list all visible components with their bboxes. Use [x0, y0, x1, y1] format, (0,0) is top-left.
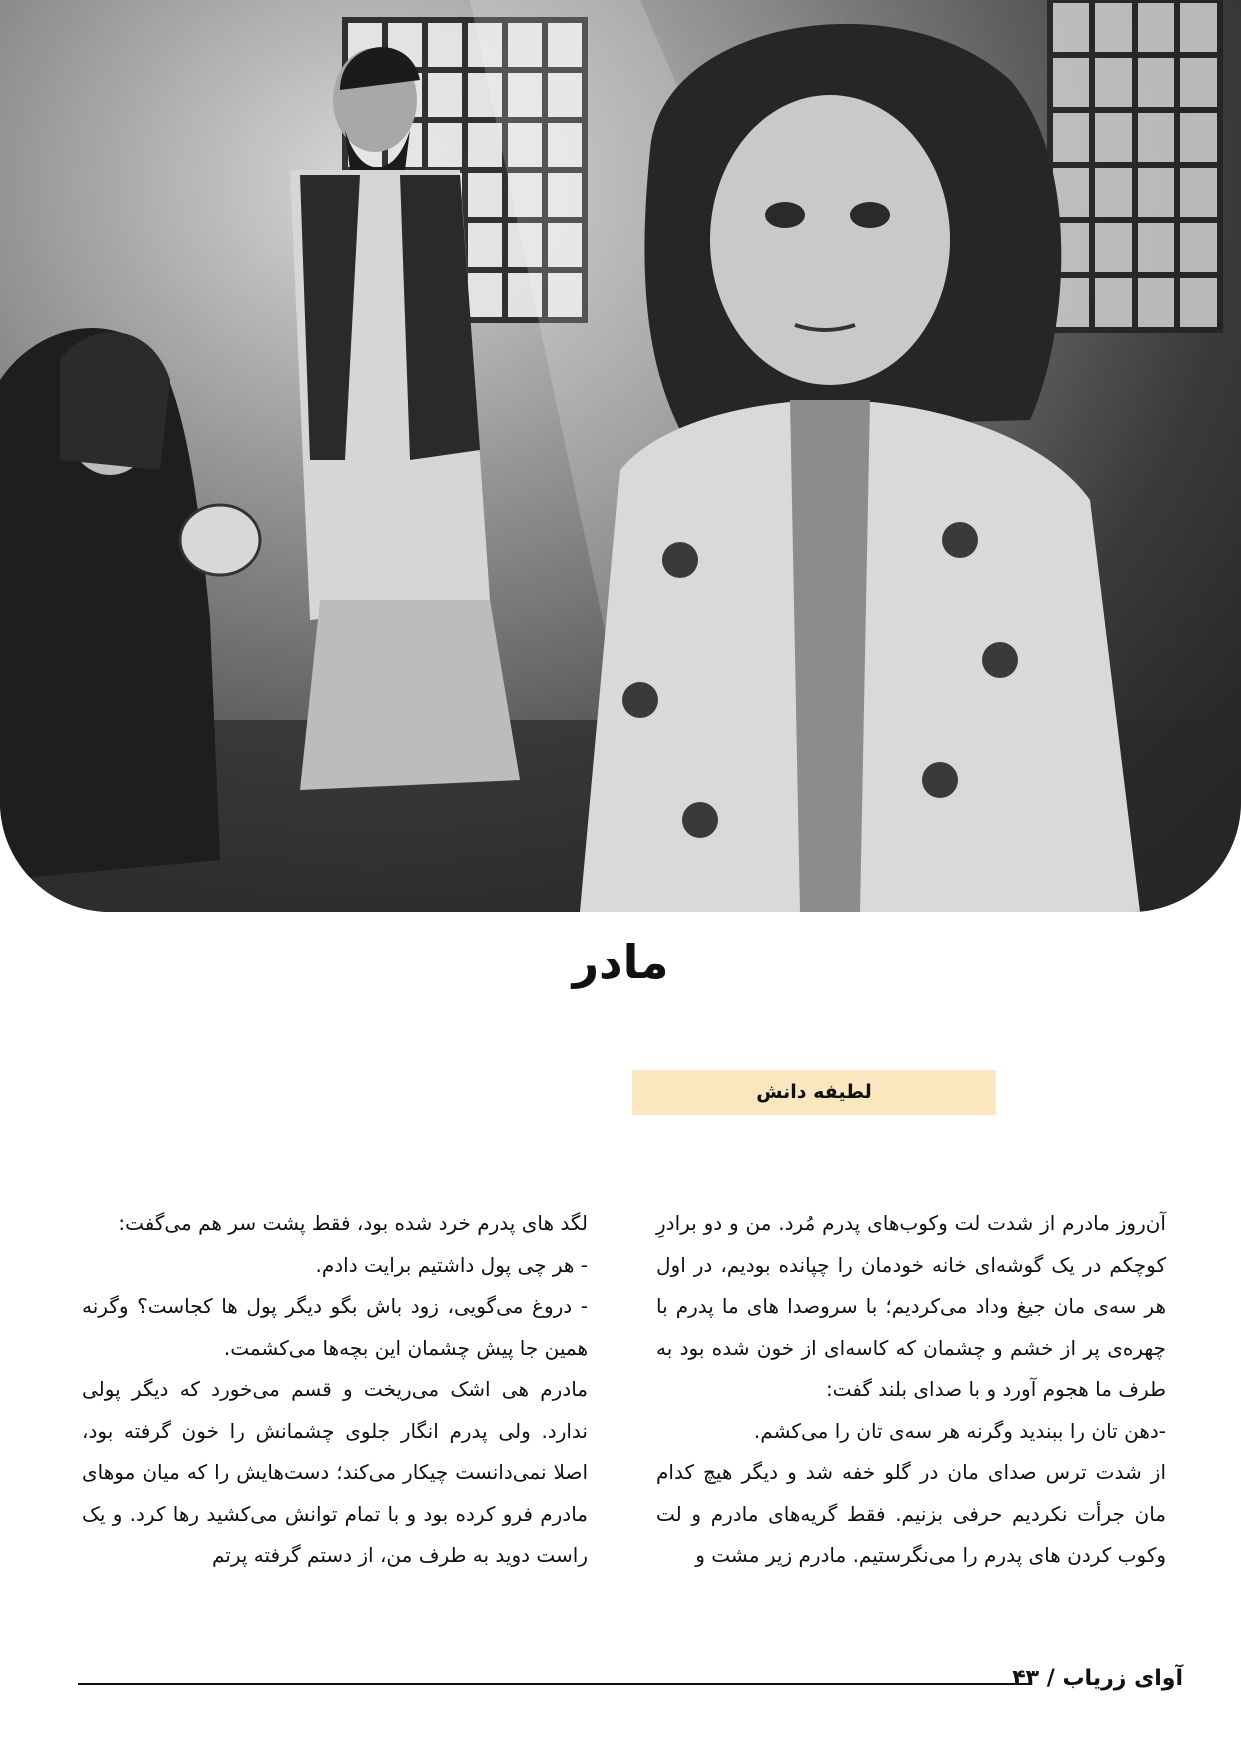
paragraph: آن‌روز مادرم از شدت لت وکوب‌های پدرم مُرد. من و دو برادرِ کوچکم در یک گوشه‌ای خانه خودمان را چپانده بودیم، در اول هر سه‌ی مان جیغ وداد می‌کردیم؛ با سروصدا های ما پدرم با چهره‌ی پر از خشم و چشمان که کاسه‌ای از خون شده بود به طرف ما هجوم آورد و با صدای بلند گفت:	[656, 1211, 1166, 1401]
footer-page-label: آوای زریاب / ۴۳	[1012, 1666, 1183, 1691]
paragraph: از شدت ترس صدای مان در گلو خفه شد و دیگر هیچ کدام مان جرأت نکردیم حرفی بزنیم. فقط گریه‌های مادرم و لت وکوب کردن های پدرم را می‌نگرستیم. مادرم زیر مشت و	[656, 1460, 1166, 1567]
paragraph: - دروغ می‌گویی، زود باش بگو دیگر پول ها کجاست؟ وگرنه همین جا پیش چشمان این بچه‌ها می‌کشمت.	[82, 1294, 588, 1360]
footer-rule	[78, 1683, 1030, 1685]
author-name: لطیفه دانش	[756, 1081, 872, 1103]
paragraph: -دهن تان را ببندید وگرنه هر سه‌ی تان را می‌کشم.	[753, 1418, 1166, 1443]
author-byline	[632, 1070, 996, 1115]
text-column-left	[82, 1203, 588, 1577]
paragraph: مادرم هی اشک می‌ریخت و قسم می‌خورد که دیگر پولی ندارد. ولی پدرم انگار جلوی چشمانش را خون گرفته بود، اصلا نمی‌دانست چیکار می‌کند؛ دست‌هایش را که میان موهای مادرم فرو کرده بود و با تمام توانش می‌کشید رها کرد. و یک راست دوید به طرف من، از دستم گرفته پرتم	[82, 1377, 588, 1567]
text-column-right	[656, 1203, 1166, 1577]
paragraph: - هر چی پول داشتیم برایت دادم.	[315, 1252, 588, 1277]
paragraph: لگد های پدرم خرد شده بود، فقط پشت سر هم می‌گفت:	[118, 1211, 588, 1235]
article-title: مادر	[572, 935, 669, 989]
